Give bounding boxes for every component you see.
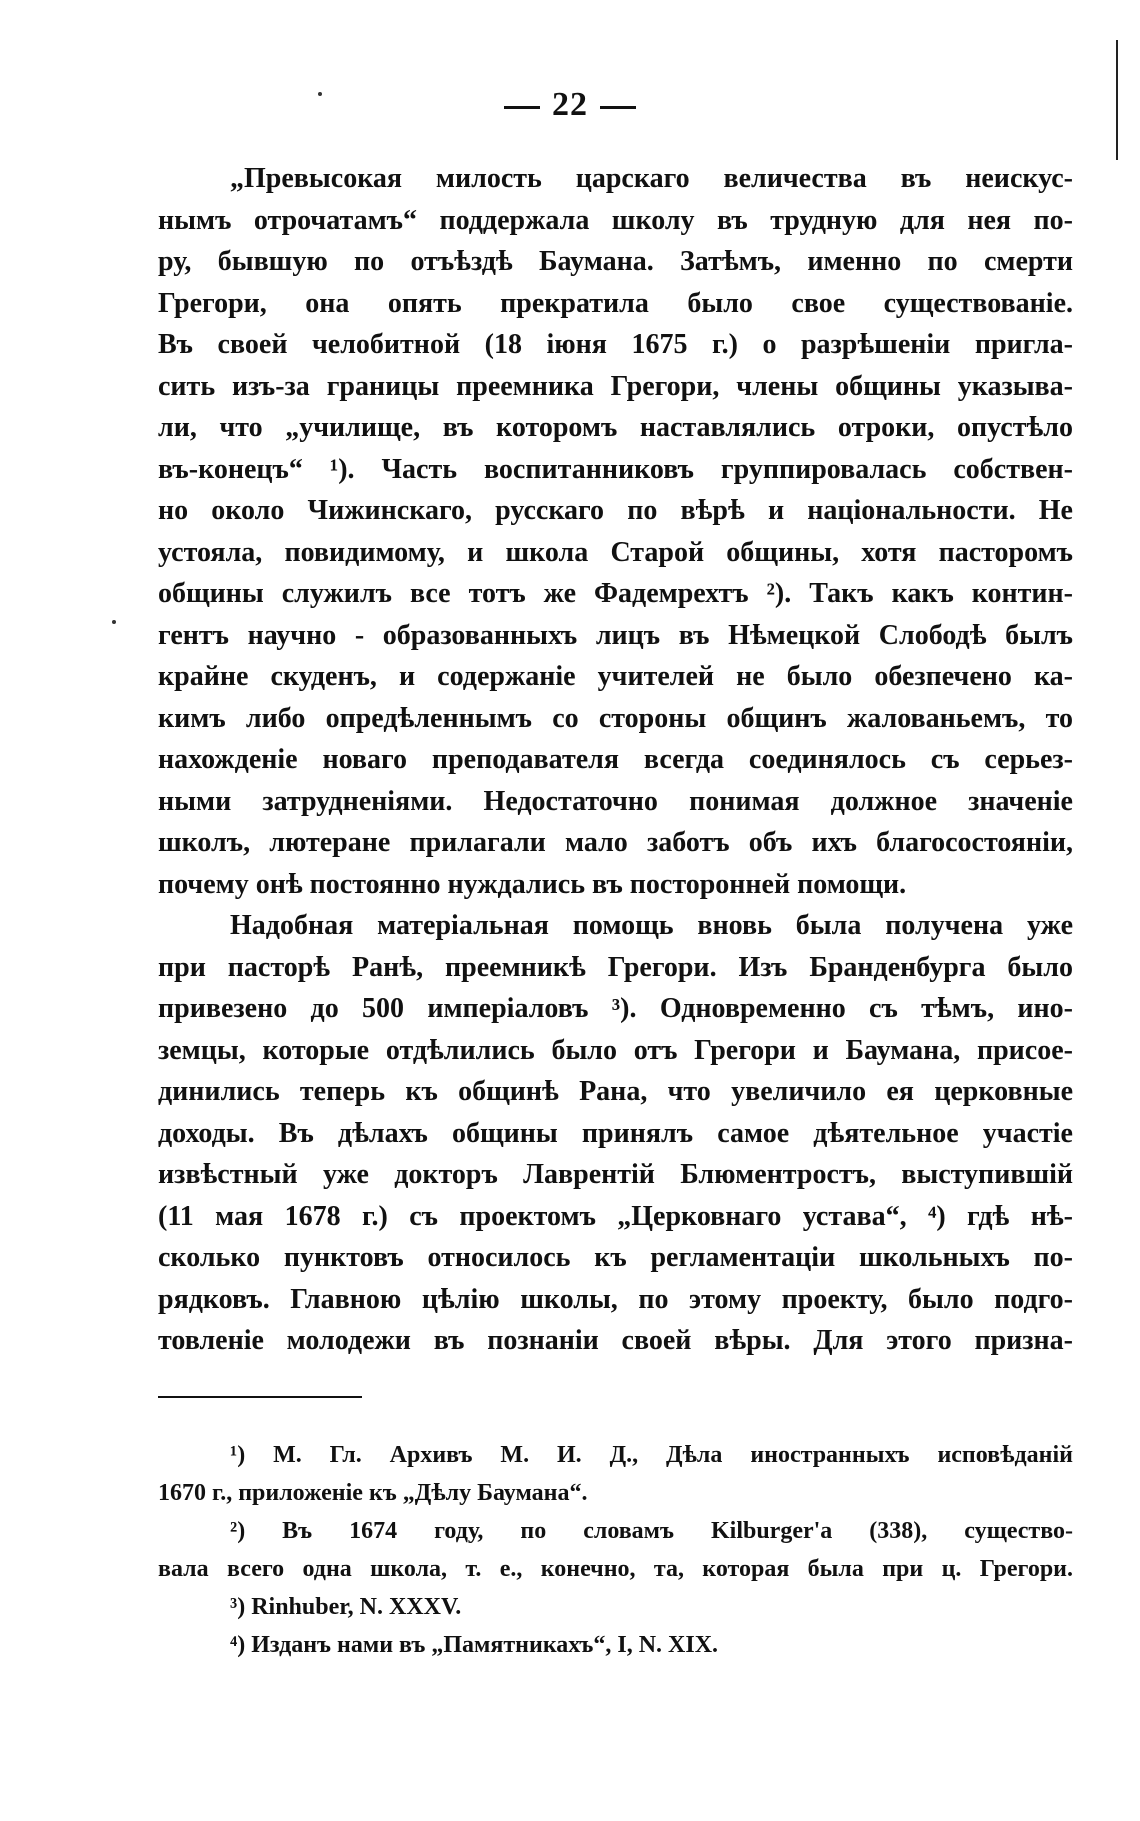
text-line: ли, что „училище, въ которомъ наставлялись отроки, опустѣло bbox=[158, 412, 1073, 443]
text-line: привезено до 500 имперіаловъ ³). Одновременно съ тѣмъ, ино- bbox=[158, 993, 1073, 1024]
text-line: ру, бывшую по отъѣздѣ Баумана. Затѣмъ, именно по смерти bbox=[158, 246, 1073, 277]
text-line: земцы, которые отдѣлились было отъ Грегори и Баумана, присое- bbox=[158, 1034, 1073, 1066]
text-line: извѣстный уже докторъ Лаврентій Блюментростъ, выступившій bbox=[158, 1159, 1073, 1190]
text-line: но около Чижинскаго, русскаго по вѣрѣ и національности. Не bbox=[158, 495, 1073, 526]
text-line: динились теперь къ общинѣ Рана, что увеличило ея церковные bbox=[158, 1076, 1073, 1107]
footnote-line: ³) Rinhuber, N. XXXV. bbox=[230, 1594, 462, 1620]
text-line: сить изъ-за границы преемника Грегори, члены общины указыва- bbox=[158, 370, 1073, 402]
text-line: общины служилъ все тотъ же Фадемрехтъ ²). Такъ какъ контин- bbox=[158, 578, 1073, 609]
text-line: нымъ отрочатамъ“ поддержала школу въ трудную для нея по- bbox=[158, 204, 1073, 236]
text-line: Надобная матеріальная помощь вновь была получена уже bbox=[230, 910, 1073, 941]
footnote-line: ¹) М. Гл. Архивъ М. И. Д., Дѣла иностранныхъ исповѣданій bbox=[230, 1442, 1073, 1468]
text-line: „Превысокая милость царскаго величества въ неискус- bbox=[230, 163, 1073, 194]
text-line: товленіе молодежи въ познаніи своей вѣры. Для этого призна- bbox=[158, 1325, 1073, 1356]
speck bbox=[112, 620, 116, 624]
text-line: Въ своей челобитной (18 іюня 1675 г.) о разрѣшеніи пригла- bbox=[158, 329, 1073, 360]
text-line: гентъ научно - образованныхъ лицъ въ Нѣмецкой Слободѣ былъ bbox=[158, 619, 1073, 651]
footnote-separator bbox=[158, 1396, 362, 1398]
text-line: школъ, лютеране прилагали мало заботъ объ ихъ благосостояніи, bbox=[158, 827, 1073, 858]
footnote-line: ⁴) Изданъ нами въ „Памятникахъ“, I, N. XIX. bbox=[230, 1632, 719, 1658]
page-number: 22 bbox=[552, 86, 588, 123]
text-line: рядковъ. Главною цѣлію школы, по этому проекту, было подго- bbox=[158, 1283, 1073, 1315]
main-text bbox=[158, 158, 1073, 1362]
text-line: кимъ либо опредѣленнымъ со стороны общинъ жалованьемъ, то bbox=[158, 702, 1073, 734]
footnote-line: ²) Въ 1674 году, по словамъ Kilburger'а (338), существо- bbox=[230, 1518, 1073, 1544]
text-line: Грегори, она опять прекратила было свое существованіе. bbox=[158, 287, 1073, 319]
text-line: нахожденіе новаго преподавателя всегда соединялось съ серьез- bbox=[158, 744, 1073, 775]
text-line: ными затрудненіями. Недостаточно понимая должное значеніе bbox=[158, 785, 1073, 817]
text-line: почему онѣ постоянно нуждались въ посторонней помощи. bbox=[158, 868, 907, 900]
footnote-line: вала всего одна школа, т. е., конечно, та, которая была при ц. Грегори. bbox=[158, 1556, 1073, 1582]
text-line: (11 мая 1678 г.) съ проектомъ „Церковнаго устава“, ⁴) гдѣ нѣ- bbox=[158, 1200, 1073, 1232]
text-line: крайне скуденъ, и содержаніе учителей не было обезпечено ка- bbox=[158, 661, 1073, 692]
text-line: доходы. Въ дѣлахъ общины принялъ самое дѣятельное участіе bbox=[158, 1117, 1073, 1149]
text-line: при пасторѣ Ранѣ, преемникѣ Грегори. Изъ Бранденбурга было bbox=[158, 951, 1073, 983]
right-dash bbox=[600, 106, 636, 109]
footnotes bbox=[158, 1436, 1073, 1664]
text-line: устояла, повидимому, и школа Старой общины, хотя пасторомъ bbox=[158, 536, 1073, 568]
footnote-line: 1670 г., приложеніе къ „Дѣлу Баумана“. bbox=[158, 1480, 588, 1506]
page-number-header bbox=[0, 86, 1140, 124]
text-line: въ-конецъ“ ¹). Часть воспитанниковъ группировалась собствен- bbox=[158, 453, 1073, 485]
left-dash bbox=[504, 106, 540, 109]
text-line: сколько пунктовъ относилось къ регламентаціи школьныхъ по- bbox=[158, 1242, 1073, 1273]
